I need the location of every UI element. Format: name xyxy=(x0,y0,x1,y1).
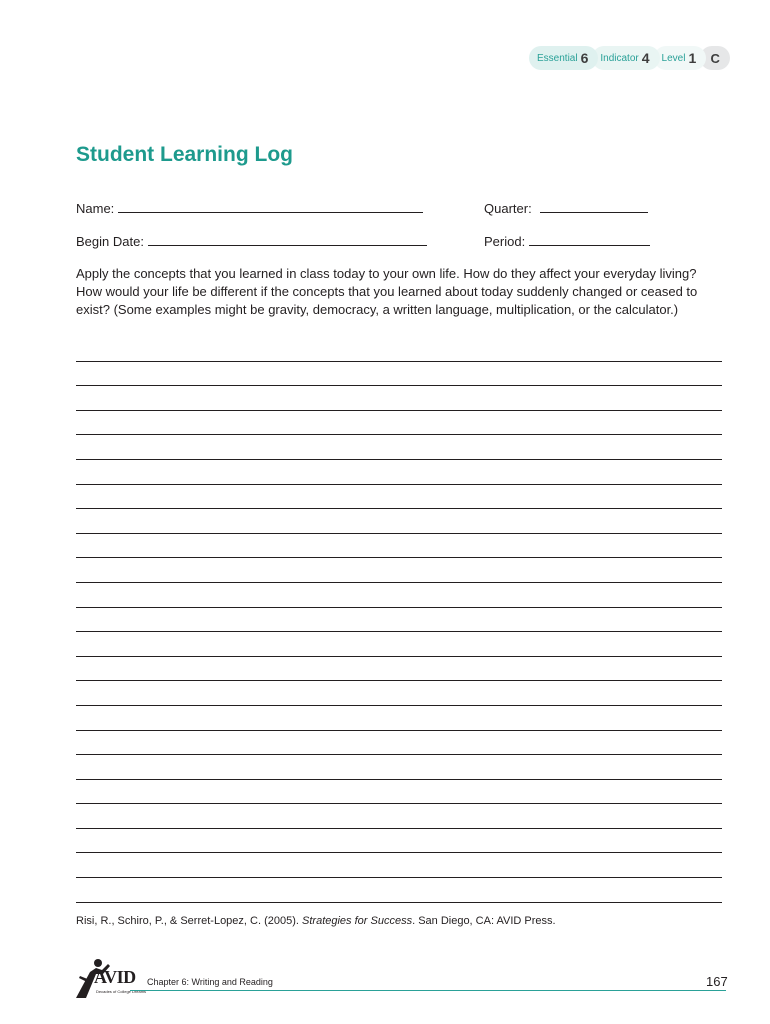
page-number: 167 xyxy=(706,974,728,989)
writing-line[interactable] xyxy=(76,583,722,608)
writing-line[interactable] xyxy=(76,755,722,780)
name-field[interactable] xyxy=(76,200,423,216)
period-line[interactable] xyxy=(529,233,650,246)
quarter-line[interactable] xyxy=(540,200,648,213)
tab-indicator xyxy=(592,46,659,70)
tab-essential-label: Essential xyxy=(537,52,578,64)
begin-date-label: Begin Date: xyxy=(76,234,144,249)
citation-authors: Risi, R., Schiro, P., & Serret-Lopez, C. (2005). xyxy=(76,915,299,927)
tab-indicator-label: Indicator xyxy=(600,52,639,64)
name-line[interactable] xyxy=(118,200,423,213)
tab-level-letter: C xyxy=(700,46,730,70)
citation xyxy=(76,915,556,927)
tab-level xyxy=(654,46,707,70)
writing-line[interactable] xyxy=(76,804,722,829)
writing-line[interactable] xyxy=(76,534,722,559)
writing-line[interactable] xyxy=(76,853,722,878)
footer-chapter: Chapter 6: Writing and Reading xyxy=(147,977,273,987)
writing-line[interactable] xyxy=(76,681,722,706)
writing-line[interactable] xyxy=(76,386,722,411)
quarter-field[interactable] xyxy=(484,200,648,216)
avid-logo-text: AVID xyxy=(94,967,136,987)
writing-line[interactable] xyxy=(76,485,722,510)
tab-indicator-number: 4 xyxy=(641,50,650,66)
tab-level-label: Level xyxy=(661,52,686,64)
writing-line[interactable] xyxy=(76,411,722,436)
period-label: Period: xyxy=(484,234,526,249)
begin-date-line[interactable] xyxy=(148,233,427,246)
writing-area[interactable] xyxy=(76,337,722,903)
writing-line[interactable] xyxy=(76,558,722,583)
page-title: Student Learning Log xyxy=(76,143,293,166)
name-label: Name: xyxy=(76,201,115,216)
quarter-label: Quarter: xyxy=(484,201,532,216)
tab-essential-number: 6 xyxy=(580,50,589,66)
header-tabs xyxy=(529,46,730,70)
citation-work: Strategies for Success xyxy=(302,915,413,927)
writing-line[interactable] xyxy=(76,706,722,731)
period-field[interactable] xyxy=(484,233,650,249)
tab-essential xyxy=(529,46,598,70)
writing-line[interactable] xyxy=(76,657,722,682)
writing-line[interactable] xyxy=(76,878,722,903)
prompt-text: Apply the concepts that you learned in class today to your own life. How do they affect your everyday living? How would your life be different if the concepts that you learned about today suddenly changed or ceased to exist? (Some examples might be gravity, democracy, a written language, multiplication, or the calculator.) xyxy=(76,266,698,317)
writing-line[interactable] xyxy=(76,780,722,805)
writing-line[interactable] xyxy=(76,337,722,362)
writing-line[interactable] xyxy=(76,435,722,460)
writing-line[interactable] xyxy=(76,608,722,633)
avid-logo-tagline: Decades of College Dreams xyxy=(96,989,147,994)
writing-line[interactable] xyxy=(76,829,722,854)
writing-line[interactable] xyxy=(76,509,722,534)
begin-date-field[interactable] xyxy=(76,233,427,249)
writing-line[interactable] xyxy=(76,460,722,485)
writing-line[interactable] xyxy=(76,362,722,387)
tab-level-number: 1 xyxy=(688,50,697,66)
writing-line[interactable] xyxy=(76,731,722,756)
footer-divider xyxy=(130,990,726,991)
citation-publisher: . San Diego, CA: AVID Press. xyxy=(412,915,556,927)
writing-line[interactable] xyxy=(76,632,722,657)
